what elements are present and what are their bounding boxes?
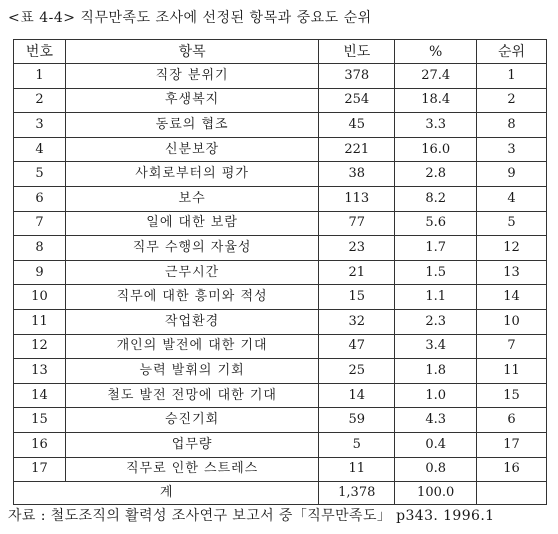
- row-rank: 15: [477, 383, 547, 408]
- row-rank: 5: [477, 211, 547, 236]
- row-percent: 0.4: [395, 432, 477, 457]
- row-frequency: 38: [319, 162, 395, 187]
- header-item: 항목: [65, 40, 318, 64]
- row-frequency: 254: [319, 88, 395, 113]
- row-frequency: 47: [319, 334, 395, 359]
- row-item: 근무시간: [65, 260, 318, 285]
- header-row: [14, 40, 547, 64]
- source-note: 자료 : 철도조직의 활력성 조사연구 보고서 중「직무만족도」 p343. 1996.1: [8, 508, 495, 524]
- row-frequency: 21: [319, 260, 395, 285]
- table-row: [14, 457, 547, 482]
- table-row: [14, 137, 547, 162]
- row-rank: 10: [477, 309, 547, 334]
- row-frequency: 15: [319, 285, 395, 310]
- row-rank: 16: [477, 457, 547, 482]
- row-number: 7: [14, 211, 66, 236]
- table-row: [14, 64, 547, 89]
- row-rank: 8: [477, 113, 547, 138]
- row-percent: 18.4: [395, 88, 477, 113]
- row-rank: 13: [477, 260, 547, 285]
- total-label: 계: [14, 482, 319, 505]
- row-item: 승진기회: [65, 408, 318, 433]
- row-frequency: 14: [319, 383, 395, 408]
- table-row: [14, 186, 547, 211]
- row-percent: 1.7: [395, 236, 477, 261]
- table-row: [14, 236, 547, 261]
- row-number: 12: [14, 334, 66, 359]
- table-caption: <표 4-4> 직무만족도 조사에 선정된 항목과 중요도 순위: [8, 10, 372, 26]
- row-number: 6: [14, 186, 66, 211]
- row-frequency: 77: [319, 211, 395, 236]
- table-row: [14, 383, 547, 408]
- row-number: 17: [14, 457, 66, 482]
- row-rank: 4: [477, 186, 547, 211]
- row-percent: 4.3: [395, 408, 477, 433]
- table-row: [14, 88, 547, 113]
- row-number: 16: [14, 432, 66, 457]
- table-row: [14, 162, 547, 187]
- row-frequency: 25: [319, 359, 395, 384]
- header-percent: %: [395, 40, 477, 64]
- row-rank: 9: [477, 162, 547, 187]
- row-item: 철도 발전 전망에 대한 기대: [65, 383, 318, 408]
- row-number: 10: [14, 285, 66, 310]
- header-rank: 순위: [477, 40, 547, 64]
- row-item: 직장 분위기: [65, 64, 318, 89]
- row-frequency: 378: [319, 64, 395, 89]
- row-rank: 7: [477, 334, 547, 359]
- row-item: 일에 대한 보람: [65, 211, 318, 236]
- row-item: 직무에 대한 흥미와 적성: [65, 285, 318, 310]
- row-number: 14: [14, 383, 66, 408]
- row-item: 보수: [65, 186, 318, 211]
- table-row: [14, 359, 547, 384]
- row-percent: 1.8: [395, 359, 477, 384]
- table-row: [14, 285, 547, 310]
- row-item: 직무로 인한 스트레스: [65, 457, 318, 482]
- header-frequency: 빈도: [319, 40, 395, 64]
- total-percent: 100.0: [395, 482, 477, 505]
- row-number: 1: [14, 64, 66, 89]
- header-number: 번호: [14, 40, 66, 64]
- row-percent: 0.8: [395, 457, 477, 482]
- row-frequency: 45: [319, 113, 395, 138]
- row-frequency: 59: [319, 408, 395, 433]
- row-number: 8: [14, 236, 66, 261]
- row-percent: 2.3: [395, 309, 477, 334]
- row-percent: 8.2: [395, 186, 477, 211]
- row-percent: 16.0: [395, 137, 477, 162]
- row-item: 동료의 협조: [65, 113, 318, 138]
- row-percent: 5.6: [395, 211, 477, 236]
- table-row: [14, 408, 547, 433]
- row-frequency: 221: [319, 137, 395, 162]
- table-row: [14, 211, 547, 236]
- row-rank: 6: [477, 408, 547, 433]
- total-rank: [477, 482, 547, 505]
- total-row: [14, 482, 547, 505]
- table-row: [14, 334, 547, 359]
- row-item: 직무 수행의 자율성: [65, 236, 318, 261]
- row-rank: 12: [477, 236, 547, 261]
- row-number: 2: [14, 88, 66, 113]
- satisfaction-table: [13, 39, 547, 505]
- row-number: 13: [14, 359, 66, 384]
- row-frequency: 5: [319, 432, 395, 457]
- row-percent: 1.5: [395, 260, 477, 285]
- row-frequency: 23: [319, 236, 395, 261]
- table-row: [14, 260, 547, 285]
- row-rank: 1: [477, 64, 547, 89]
- row-percent: 3.3: [395, 113, 477, 138]
- row-rank: 17: [477, 432, 547, 457]
- row-frequency: 11: [319, 457, 395, 482]
- row-item: 사회로부터의 평가: [65, 162, 318, 187]
- row-number: 15: [14, 408, 66, 433]
- row-number: 9: [14, 260, 66, 285]
- table-row: [14, 432, 547, 457]
- row-percent: 1.0: [395, 383, 477, 408]
- row-item: 업무량: [65, 432, 318, 457]
- table-row: [14, 113, 547, 138]
- row-percent: 1.1: [395, 285, 477, 310]
- row-frequency: 113: [319, 186, 395, 211]
- row-item: 후생복지: [65, 88, 318, 113]
- row-number: 5: [14, 162, 66, 187]
- row-item: 신분보장: [65, 137, 318, 162]
- row-percent: 2.8: [395, 162, 477, 187]
- total-frequency: 1,378: [319, 482, 395, 505]
- table-row: [14, 309, 547, 334]
- row-number: 11: [14, 309, 66, 334]
- row-item: 작업환경: [65, 309, 318, 334]
- row-number: 4: [14, 137, 66, 162]
- row-rank: 3: [477, 137, 547, 162]
- row-number: 3: [14, 113, 66, 138]
- row-frequency: 32: [319, 309, 395, 334]
- row-rank: 11: [477, 359, 547, 384]
- row-item: 개인의 발전에 대한 기대: [65, 334, 318, 359]
- row-rank: 2: [477, 88, 547, 113]
- row-percent: 3.4: [395, 334, 477, 359]
- row-percent: 27.4: [395, 64, 477, 89]
- row-item: 능력 발휘의 기회: [65, 359, 318, 384]
- row-rank: 14: [477, 285, 547, 310]
